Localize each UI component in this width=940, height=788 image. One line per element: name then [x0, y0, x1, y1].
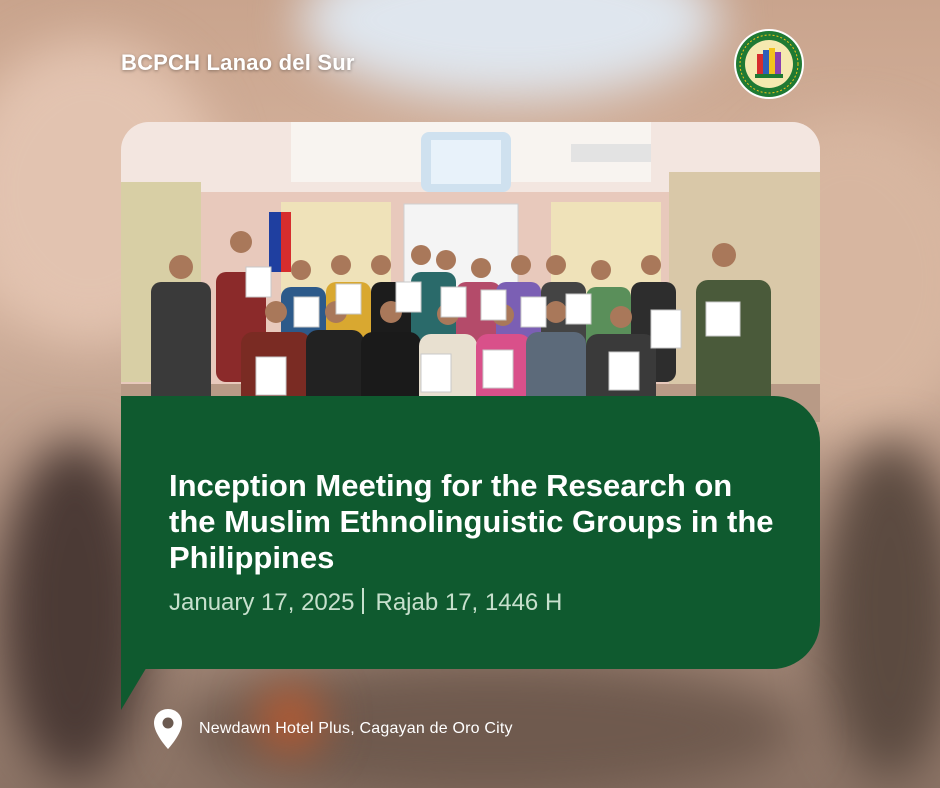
date-separator [362, 588, 364, 614]
event-location [153, 708, 513, 750]
hijri-date: Rajab 17, 1446 H [375, 589, 563, 616]
group-photo [121, 122, 820, 422]
location-pin-icon [153, 708, 183, 750]
event-title: Inception Meeting for the Research on the Muslim Ethnolinguistic Groups in the Philippines [169, 468, 774, 575]
bcpch-seal-icon [733, 28, 805, 100]
event-date-line [169, 588, 562, 617]
gregorian-date: January 17, 2025 [169, 589, 355, 616]
org-name: BCPCH Lanao del Sur [121, 50, 355, 75]
location-text: Newdawn Hotel Plus, Cagayan de Oro City [199, 720, 513, 737]
